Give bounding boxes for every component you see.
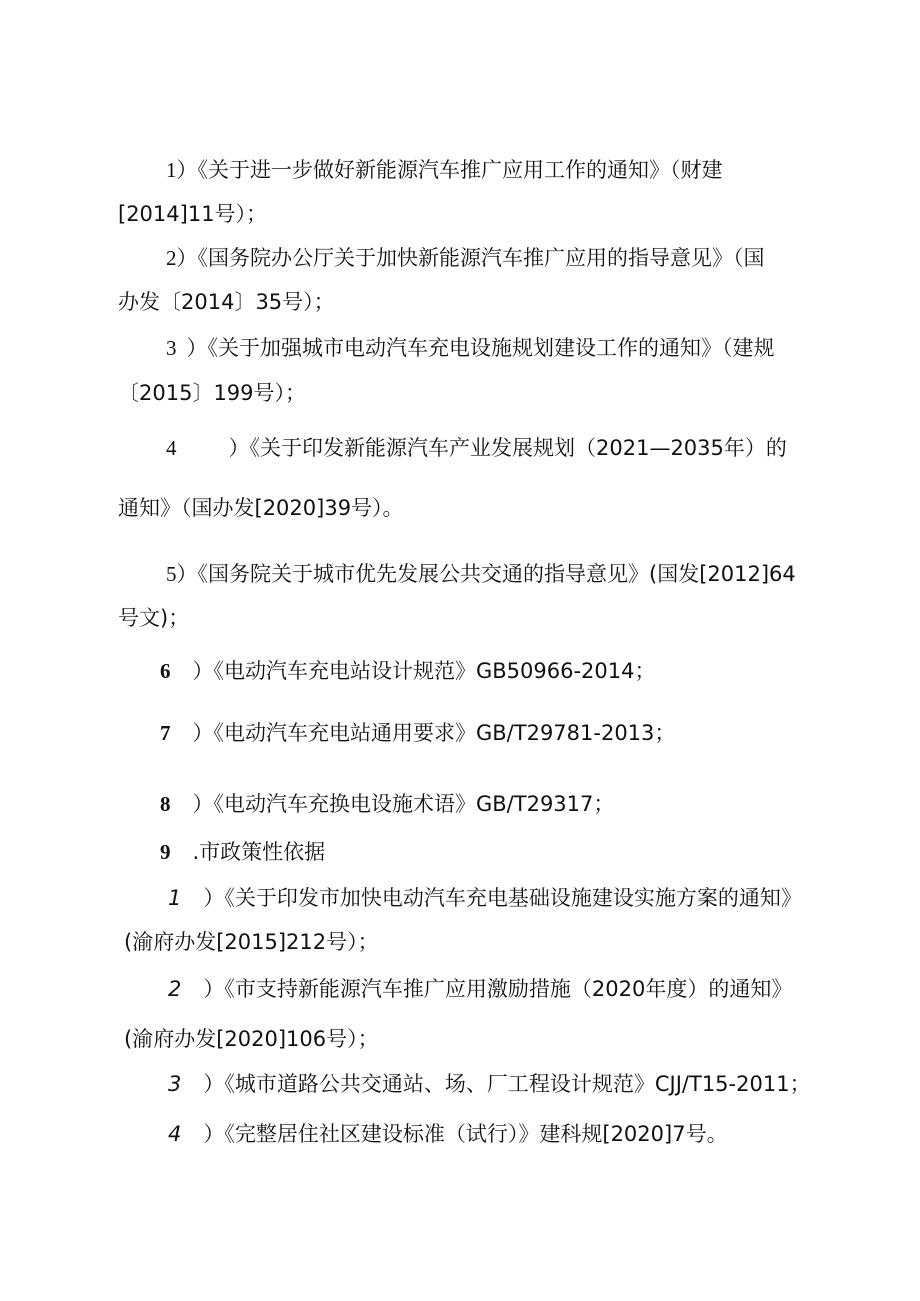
sub-item-1-line-1 [0, 878, 920, 918]
list-item-5-line-2 [0, 598, 920, 638]
sub-item-text: ）《市支持新能源汽车推广应用激励措施（2020年度）的通知》 [203, 977, 793, 1001]
list-item-number: 1 [166, 158, 177, 182]
list-item-continuation: 通知》（国办发[2020]39号）。 [118, 496, 404, 520]
list-item-2-line-2 [0, 282, 920, 322]
list-item-4-line-1 [0, 428, 920, 468]
sub-item-text: ）《完整居住社区建设标准（试行）》建科规[2020]7号。 [203, 1122, 728, 1146]
list-item-text: ）《电动汽车充换电设施术语》GB/T29317； [192, 792, 615, 816]
list-item-3-line-2 [0, 373, 920, 413]
list-item-number: 3 [166, 336, 177, 360]
list-item-text: ）《国务院关于城市优先发展公共交通的指导意见》(国发[2012]64 [176, 562, 796, 586]
sub-item-3 [0, 1064, 920, 1104]
list-item-7 [0, 713, 920, 753]
list-item-number: 5 [166, 562, 177, 586]
sub-item-2-line-1 [0, 969, 920, 1009]
list-item-continuation: [2014]11号）； [118, 202, 268, 226]
list-item-text: ）《关于印发新能源汽车产业发展规划（2021—2035年）的 [228, 436, 787, 460]
section-number: 9 [160, 840, 171, 864]
list-item-number: 7 [160, 721, 171, 745]
list-item-text: ）《电动汽车充电站通用要求》GB/T29781-2013； [192, 721, 676, 745]
sub-item-continuation: (渝府办发[2020]106号）； [124, 1027, 379, 1051]
sub-item-4 [0, 1114, 920, 1154]
sub-item-text: ）《关于印发市加快电动汽车充电基础设施建设实施方案的通知》 [203, 886, 802, 910]
list-item-text: ）《关于加强城市电动汽车充电设施规划建设工作的通知》（建规 [186, 336, 775, 360]
list-item-continuation: 办发〔2014〕35号）； [118, 290, 335, 314]
sub-item-number: 1 [168, 886, 182, 910]
list-item-8 [0, 784, 920, 824]
section-title: .市政策性依据 [192, 840, 326, 864]
list-item-continuation: 号文)； [118, 606, 190, 630]
section-heading [0, 832, 920, 872]
list-item-4-line-2 [0, 488, 920, 528]
list-item-number: 6 [160, 659, 171, 683]
sub-item-number: 4 [168, 1122, 182, 1146]
sub-item-1-line-2 [0, 922, 920, 962]
list-item-2-line-1 [0, 238, 920, 278]
sub-item-continuation: (渝府办发[2015]212号）； [124, 930, 379, 954]
list-item-number: 2 [166, 246, 177, 270]
list-item-number: 4 [166, 436, 177, 460]
list-item-6 [0, 651, 920, 691]
list-item-continuation: 〔2015〕199号）； [118, 381, 307, 405]
sub-item-text: ）《城市道路公共交通站、场、厂工程设计规范》CJJ/T15-2011； [203, 1072, 811, 1096]
sub-item-2-line-2 [0, 1019, 920, 1059]
list-item-3-line-1 [0, 328, 920, 368]
list-item-1-line-2 [0, 194, 920, 234]
list-item-text: ）《关于进一步做好新能源汽车推广应用工作的通知》（财建 [176, 158, 723, 182]
sub-item-number: 2 [168, 977, 182, 1001]
list-item-1-line-1 [0, 150, 920, 190]
list-item-text: ）《电动汽车充电站设计规范》GB50966-2014； [192, 659, 656, 683]
list-item-number: 8 [160, 792, 171, 816]
sub-item-number: 3 [168, 1072, 182, 1096]
list-item-text: ）《国务院办公厅关于加快新能源汽车推广应用的指导意见》（国 [176, 246, 765, 270]
list-item-5-line-1 [0, 554, 920, 594]
